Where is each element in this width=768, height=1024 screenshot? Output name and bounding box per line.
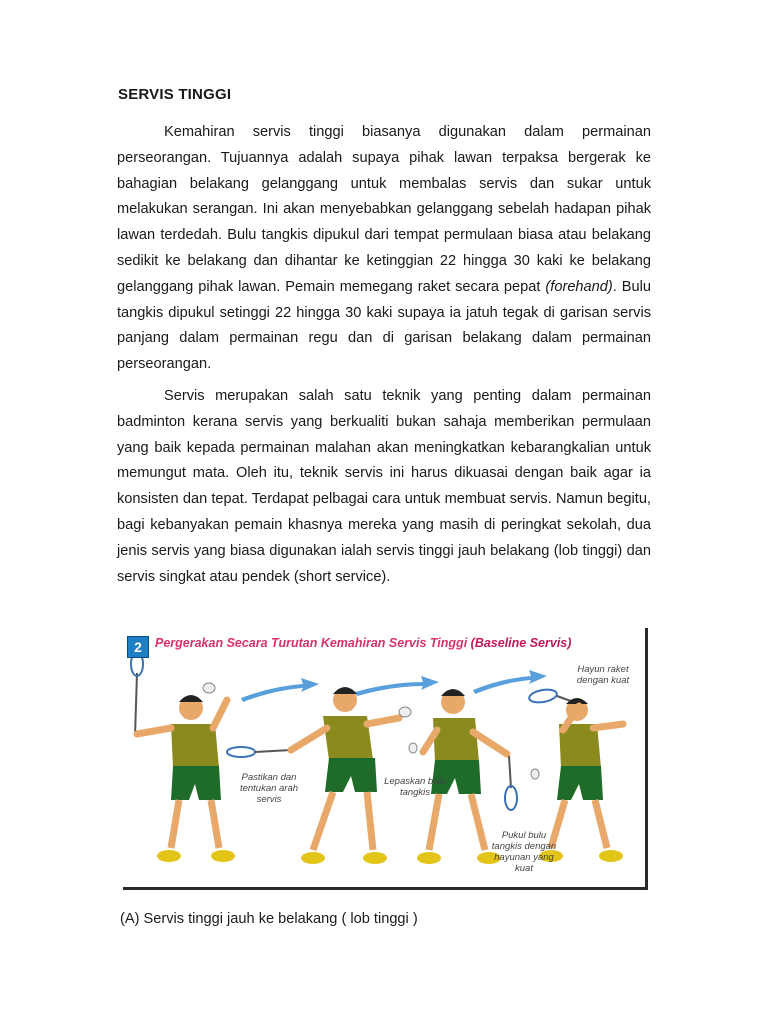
- figure-title-sub: (Baseline Servis): [470, 636, 572, 650]
- serve-sequence-figure: [123, 628, 648, 890]
- section-heading: SERVIS TINGGI: [118, 86, 232, 103]
- paragraph-1: [117, 120, 651, 378]
- figure-caption: (A) Servis tinggi jauh ke belakang ( lob tinggi ): [120, 911, 418, 927]
- paragraph-1-italic-term: (forehand): [545, 278, 613, 295]
- paragraph-1-text-before: Kemahiran servis tinggi biasanya digunakan dalam permainan perseorangan. Tujuannya adalah supaya pihak lawan terpaksa bergerak ke bahagian belakang gelanggang untuk membalas servis dan sukar untuk melakukan serangan. Ini akan menyebabkan gelanggang sebelah hadapan pihak lawan terdedah. Bulu tangkis dipukul dari tempat permulaan biasa atau belakang sedikit ke belakang dan dihantar ke ketinggian 22 hingga 30 kaki ke belakang gelanggang pihak lawan. Pemain memegang raket secara pepat: [117, 124, 651, 295]
- step-1-label: Pastikan dan tentukan arah servis: [239, 772, 299, 805]
- step-2-label: Lepaskan bulu tangkis: [384, 776, 446, 798]
- paragraph-1-text-after: . Bulu tangkis dipukul setinggi 22 hingga 30 kaki supaya ia jatuh tegak di garisan servis panjang dalam permainan regu dan di garisan belakang dalam permainan perseorangan.: [117, 278, 652, 373]
- figure-title-main: Pergerakan Secara Turutan Kemahiran Servis Tinggi: [155, 636, 468, 650]
- paragraph-2: Servis merupakan salah satu teknik yang penting dalam permainan badminton kerana servis yang berkualiti bukan sahaja memberikan permulaan yang baik kepada permainan malahan akan meningkatkan kebarangkalian untuk memungut mata. Oleh itu, teknik servis ini harus dikuasai dengan baik agar ia konsisten dan tepat. Terdapat pelbagai cara untuk membuat servis. Namun begitu, bagi kebanyakan pemain khasnya mereka yang masih di peringkat sekolah, dua jenis servis yang biasa digunakan ialah servis tinggi jauh belakang (lob tinggi) dan servis singkat atau pendek (short service).: [117, 388, 651, 585]
- player-figure-1: [131, 652, 235, 862]
- step-3-label: Pukul bulu tangkis dengan hayunan yang kuat: [491, 830, 557, 874]
- step-4-label: Hayun raket dengan kuat: [576, 664, 630, 686]
- figure-title: [155, 636, 571, 650]
- motion-arrows: [241, 670, 547, 702]
- figure-number-badge: 2: [127, 636, 149, 658]
